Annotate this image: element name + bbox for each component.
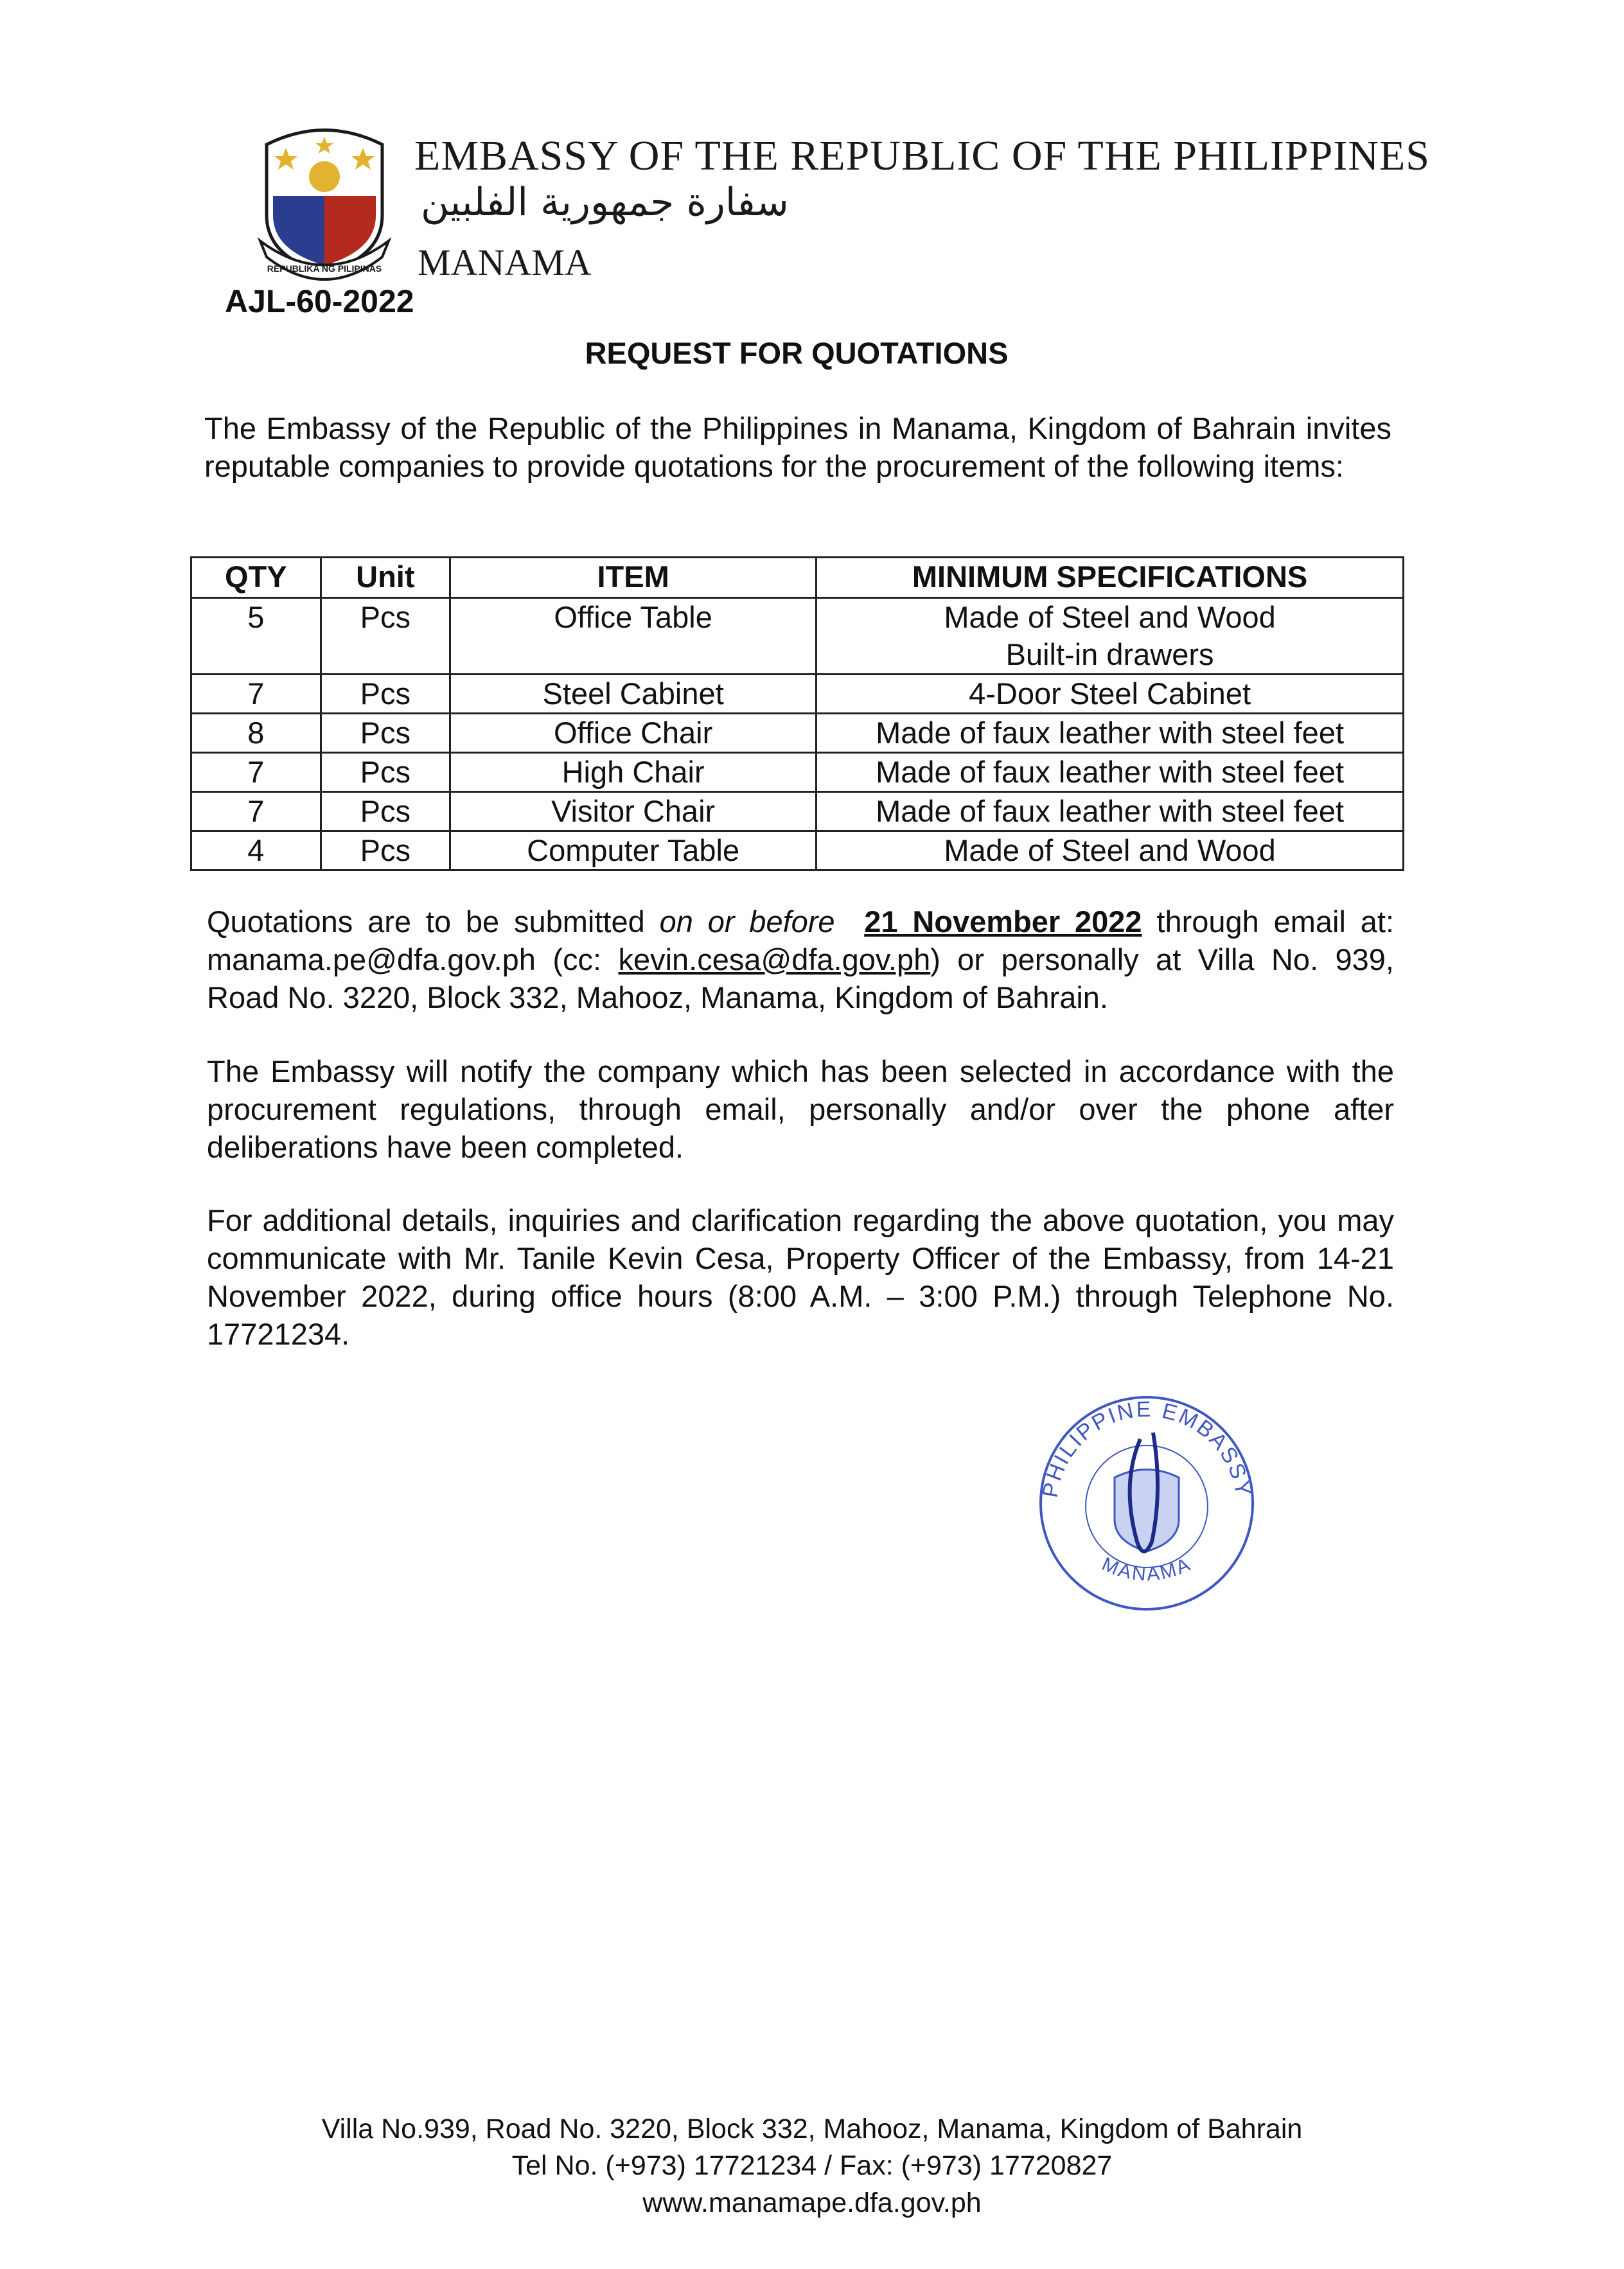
header-item: ITEM xyxy=(450,558,816,598)
quotation-email[interactable]: manama.pe@dfa.gov.ph xyxy=(207,942,536,976)
quotation-after-deadline: through email at: xyxy=(1156,905,1395,939)
svg-text:REPUBLIKA NG PILIPINAS: REPUBLIKA NG PILIPINAS xyxy=(267,263,382,274)
cell-spec xyxy=(816,598,1404,675)
cell-unit: Pcs xyxy=(321,714,450,753)
cell-unit: Pcs xyxy=(321,753,450,792)
cell-spec: Made of faux leather with steel feet xyxy=(816,792,1404,831)
quotation-cc-email-link[interactable]: kevin.cesa@dfa.gov.ph xyxy=(618,942,931,976)
cell-item: Computer Table xyxy=(450,831,816,870)
cell-qty: 7 xyxy=(191,675,321,714)
intro-paragraph: The Embassy of the Republic of the Philippines in Manama, Kingdom of Bahrain invites reputable companies to provide quotations for the procurement of the following items: xyxy=(204,411,1391,483)
table-row xyxy=(191,598,1404,675)
cell-item: Office Chair xyxy=(450,714,816,753)
quotation-paragraph xyxy=(207,903,1394,1016)
cell-spec-line1: Made of Steel and Wood xyxy=(944,600,1276,634)
quotation-italic: on or before xyxy=(659,905,835,939)
table-header-row xyxy=(191,558,1404,598)
cell-spec: Made of faux leather with steel feet xyxy=(816,714,1404,753)
header-unit: Unit xyxy=(321,558,450,598)
table-row xyxy=(191,792,1404,831)
quotation-cc-open: (cc: xyxy=(552,942,602,976)
document-title: REQUEST FOR QUOTATIONS xyxy=(585,336,1009,370)
cell-spec-line2: Built-in drawers xyxy=(1005,637,1214,671)
cell-qty: 4 xyxy=(191,831,321,870)
cell-spec: Made of faux leather with steel feet xyxy=(816,753,1404,792)
cell-qty: 5 xyxy=(191,598,321,675)
reference-number: AJL-60-2022 xyxy=(225,283,414,319)
quotation-lead: Quotations are to be submitted xyxy=(207,905,645,939)
table-row xyxy=(191,831,1404,870)
cell-item: High Chair xyxy=(450,753,816,792)
cell-unit: Pcs xyxy=(321,831,450,870)
cell-qty: 8 xyxy=(191,714,321,753)
table-row xyxy=(191,714,1404,753)
notify-paragraph: The Embassy will notify the company which has been selected in accordance with the procurement regulations, through email, personally and/or over the phone after deliberations have been completed. xyxy=(207,1054,1394,1164)
cell-item: Steel Cabinet xyxy=(450,675,816,714)
cell-qty: 7 xyxy=(191,792,321,831)
header-qty: QTY xyxy=(191,558,321,598)
cell-spec: 4-Door Steel Cabinet xyxy=(816,675,1404,714)
footer-phone: Tel No. (+973) 17721234 / Fax: (+973) 17720827 xyxy=(511,2150,1113,2181)
items-table xyxy=(190,556,1404,871)
cell-unit: Pcs xyxy=(321,675,450,714)
quotation-rest: ) or personally at Villa No. 939, Road No. 3220, Block 332, Mahooz, Manama, Kingdom of Bahrain. xyxy=(207,942,1394,1014)
footer-address: Villa No.939, Road No. 3220, Block 332, Mahooz, Manama, Kingdom of Bahrain xyxy=(321,2114,1303,2144)
cell-qty: 7 xyxy=(191,753,321,792)
table-row xyxy=(191,753,1404,792)
details-paragraph: For additional details, inquiries and clarification regarding the above quotation, you may communicate with Mr. Tanile Kevin Cesa, Property Officer of the Embassy, from 14-21 November 2022, during office hours (8:00 A.M. – 3:00 P.M.) through Telephone No. 17721234. xyxy=(207,1203,1394,1351)
cell-item: Office Table xyxy=(450,598,816,675)
svg-text:PHILIPPINE EMBASSY: PHILIPPINE EMBASSY xyxy=(1037,1397,1256,1500)
embassy-city: MANAMA xyxy=(418,242,592,283)
cell-unit: Pcs xyxy=(321,792,450,831)
embassy-stamp xyxy=(1025,1394,1269,1612)
quotation-deadline: 21 November 2022 xyxy=(864,905,1142,939)
footer-website[interactable]: www.manamape.dfa.gov.ph xyxy=(642,2187,982,2218)
cell-unit: Pcs xyxy=(321,598,450,675)
header-specifications: MINIMUM SPECIFICATIONS xyxy=(816,558,1404,598)
philippine-coat-of-arms-seal xyxy=(254,119,395,286)
embassy-name-arabic: سفارة جمهورية الفلبين xyxy=(421,180,789,225)
cell-item: Visitor Chair xyxy=(450,792,816,831)
embassy-name: EMBASSY OF THE REPUBLIC OF THE PHILIPPINES xyxy=(414,132,1431,179)
table-row xyxy=(191,675,1404,714)
svg-text:MANAMA: MANAMA xyxy=(1099,1553,1195,1585)
cell-spec: Made of Steel and Wood xyxy=(816,831,1404,870)
